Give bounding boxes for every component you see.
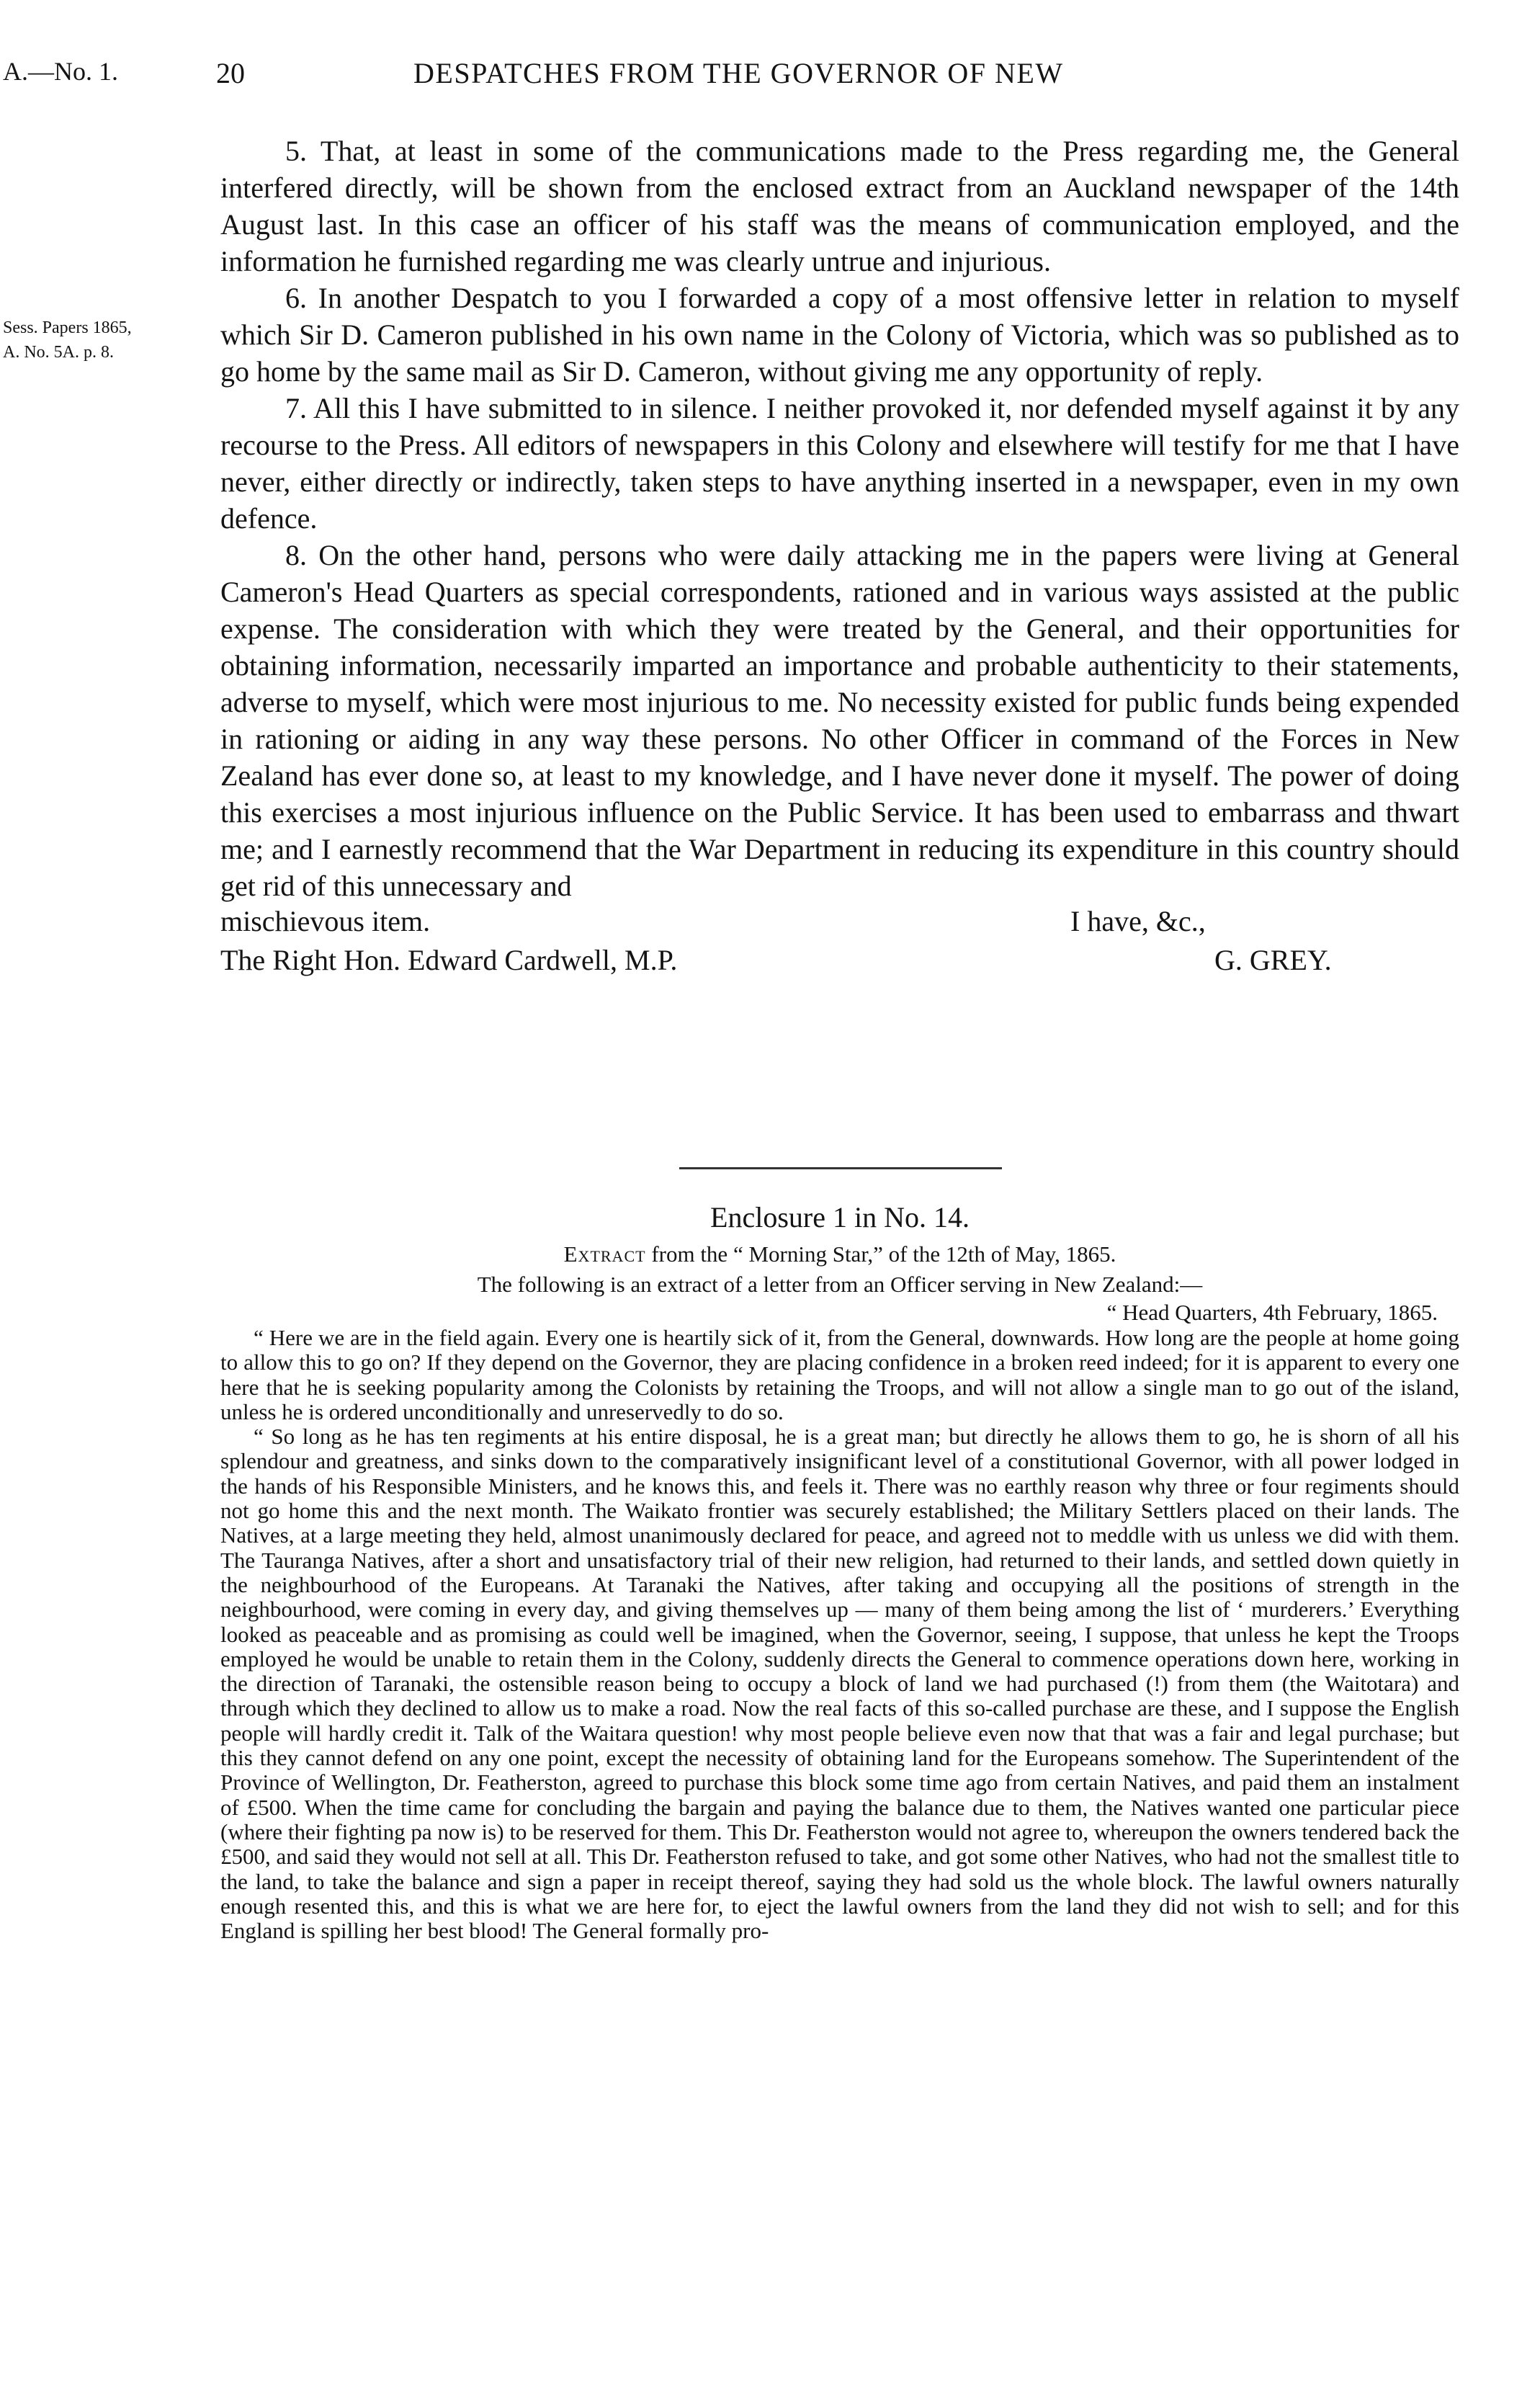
letter-paragraph: “ So long as he has ten regiments at his entire disposal, he is a great man; but directly he allows them to go, he is shorn of all his splendour and greatness, and sinks down to the comparatively insignificant level of a constitutional Governor, with all power lodged in the hands of his Responsible Ministers, and he knows this, and feels it. There was no earthly reason why three or four regiments should not go home this and the next month. The Waikato frontier was securely established; the Military Settlers placed on their lands. The Natives, at a large meeting they held, almost unanimously declared for peace, and agreed not to meddle with us unless we did with them. The Tauranga Natives, after a short and unsatisfactory trial of their new religion, had returned to their lands, and settled down quietly in the neighbourhood of the Europeans. At Taranaki the Natives, after taking and occupying all the positions of strength in the neighbourhood, were coming in every day, and giving themselves up — many of them being among the list of ‘ murderers.’ Everything looked as peaceable and as promising as could well be imagined, when the Governor, seeing, I suppose, that unless he kept the Troops employed he would be unable to retain them in the Colony, suddenly directs the General to commence operations down here, working in the direction of Taranaki, the ostensible reason being to occupy a block of land we had purchased (!) from them (the Waitotara) and through which they declined to allow us to make a road. Now the real facts of this so-called purchase are these, and I suppose the English people will hardly credit it. Talk of the Waitara question! why most people believe even now that that was a fair and legal purchase; but this they cannot defend on any one point, except the necessity of obtaining land for the Europeans somehow. The Superintendent of the Province of Wellington, Dr. Featherston, agreed to purchase this block some time ago from certain Natives, and paid them an instalment of £500. When the time came for concluding the bargain and paying the balance due to them, the Natives wanted one particular piece (where their fighting pa now is) to be reserved for them. This Dr. Featherston would not agree to, whereupon the owners tendered back the £500, and said they would not sell at all. This Dr. Featherston refused to take, and got some other Natives, who had not the smallest title to the land, to take the balance and sign a paper in receipt thereof, saying they had sold us the whole block. The lawful owners naturally enough resented this, and this is what we are here for, to eject the lawful owners from the land they did not wish to sell; and for this England is spilling her best blood! The General formally pro- <box>220 1424 1459 1944</box>
paragraph-7: 7. All this I have submitted to in silence. I neither provoked it, nor defended myself against it by any recourse to the Press. All editors of newspapers in this Colony and elsewhere will testify for me that I have never, either directly or indirectly, taken steps to have anything inserted in a newspaper, even in my own defence. <box>220 392 1459 535</box>
page-number: 20 <box>216 57 245 89</box>
despatch-body <box>220 133 1459 982</box>
signature: G. GREY. <box>1214 944 1332 976</box>
margin-note <box>3 316 132 365</box>
enclosure-title: Enclosure 1 in No. 14. <box>710 1201 970 1233</box>
margin-note-line: Sess. Papers 1865, <box>3 318 132 337</box>
closing-line <box>220 904 1459 943</box>
paragraph-5: 5. That, at least in some of the communications made to the Press regarding me, the General interfered directly, will be shown from the enclosed extract from an Auckland newspaper of the 14th August last. In this case an officer of his staff was the means of communication employed, and the information he furnished regarding me was clearly untrue and injurious. <box>220 135 1459 277</box>
extract-source-line <box>220 1239 1459 1269</box>
extract-source: from the “ Morning Star,” of the 12th of May, 1865. <box>651 1241 1116 1267</box>
paper-reference: A.—No. 1. <box>3 57 118 86</box>
running-title: DESPATCHES FROM THE GOVERNOR OF NEW <box>413 57 1064 89</box>
letter-dateline: “ Head Quarters, 4th February, 1865. <box>1106 1300 1438 1325</box>
section-divider <box>679 1167 1002 1169</box>
extract-label: Extract <box>563 1241 646 1267</box>
closing-formula: I have, &c., <box>1070 905 1206 937</box>
enclosure-section <box>220 1196 1459 1943</box>
letter-paragraph: “ Here we are in the field again. Every one is heartily sick of it, from the General, downwards. How long are the people at home going to allow this to go on? If they depend on the Governor, they are placing confidence in a broken reed indeed; for it is apparent to every one here that he is seeking popularity among the Colonists by retaining the Troops, and will not allow a single man to go out of the island, unless he is ordered unconditionally and unreservedly to do so. <box>220 1325 1459 1424</box>
signature-line <box>220 943 1459 982</box>
paragraph-6: 6. In another Despatch to you I forwarded a copy of a most offensive letter in relation to myself which Sir D. Cameron published in his own name in the Colony of Victoria, which was so published as to go home by the same mail as Sir D. Cameron, without giving me any opportunity of reply. <box>220 282 1459 388</box>
closing-words: mischievous item. <box>220 905 431 937</box>
page-header <box>0 56 1540 99</box>
paragraph-8: 8. On the other hand, persons who were daily attacking me in the papers were living at General Cameron's Head Quarters as special correspondents, rationed and in various ways assisted at the public expense. The consideration with which they were treated by the General, and their opportunities for obtaining information, necessarily imparted an importance and probable authenticity to their statements, adverse to myself, which were most injurious to me. No necessity existed for public funds being expended in rationing or aiding in any way these persons. No other Officer in command of the Forces in New Zealand has ever done so, at least to my knowledge, and I have never done it myself. The power of doing this exercises a most injurious influence on the Public Service. It has been used to embarrass and thwart me; and I earnestly recommend that the War Department in reducing its expenditure in this country should get rid of this unnecessary and <box>220 539 1459 902</box>
margin-note-line: A. No. 5A. p. 8. <box>3 343 114 362</box>
enclosure-intro: The following is an extract of a letter from an Officer serving in New Zealand:— <box>477 1272 1203 1297</box>
addressee: The Right Hon. Edward Cardwell, M.P. <box>220 944 678 976</box>
